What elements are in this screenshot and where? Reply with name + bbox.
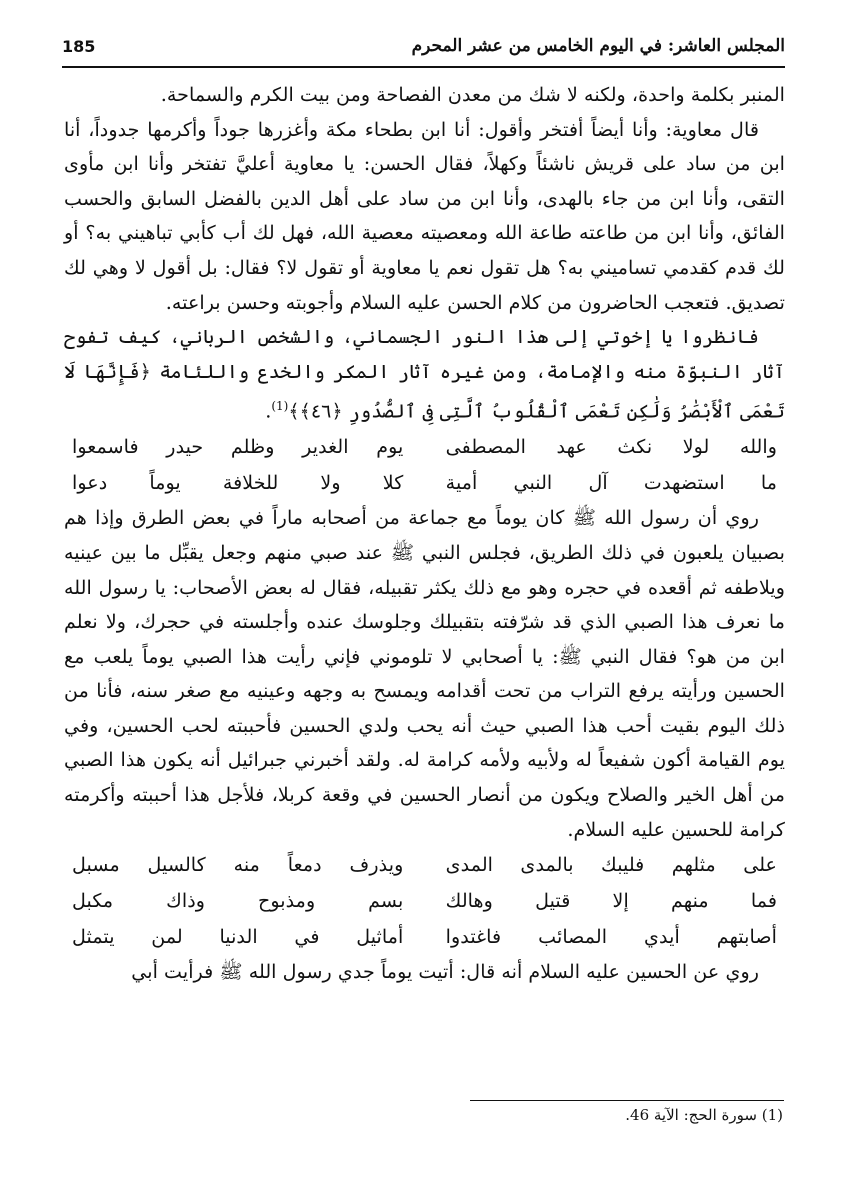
verse-line: [72, 465, 777, 501]
footnote-reference[interactable]: (1): [271, 399, 289, 414]
footnote-text: سورة الحج: الآية 46.: [625, 1106, 757, 1124]
verse-line: [72, 429, 777, 465]
page-header: [62, 30, 785, 62]
hemistich-right: أصابتهم أيدي المصائب فاغتدوا: [445, 924, 777, 948]
header-rule: [62, 66, 785, 68]
hemistich-left: أماثيل في الدنيا لمن يتمثل: [72, 924, 404, 948]
hemistich-right: والله لولا نكث عهد المصطفى: [445, 435, 777, 459]
footnote: [625, 1106, 783, 1124]
hemistich-left: كلا ولا للخلافة يوماً دعوا: [72, 471, 404, 495]
paragraph-2: قال معاوية: وأنا أيضاً أفتخر وأقول: أنا ابن بطحاء مكة وأغزرها جوداً وأكرمها جدوداً، أنا ابن من ساد على قريش ناشئاً وكهلاً، فقال الحسن: يا معاوية أعليَّ تفتخر وأنا ابن مأوى التقى، وأنا ابن من جاء بالهدى، وأنا ابن من ساد على أهل الدين بالفضل السابق والحسب الفائق، وأنا ابن من طاعته طاعة الله ومعصيته معصية الله، فهل لك أب كأبي تباهيني به؟ أو لك قدم كقدمي تساميني به؟ هل تقول نعم يا معاوية أو تقول لا؟ فقال: بل أقول لا وهي لك تصديق. فتعجب الحاضرون من كلام الحسن عليه السلام وأجوبته وحسن براعته.: [64, 117, 785, 314]
footnote-rule: [470, 1100, 784, 1101]
page-number: 185: [62, 36, 96, 56]
poem-1: [72, 429, 777, 501]
footnote-number: (1): [761, 1106, 783, 1124]
paragraph-3-end: .: [265, 399, 272, 423]
hemistich-left: بسم ومذبوح وذاك مكبل: [72, 888, 404, 912]
hemistich-right: ما استضهدت آل النبي أمية: [445, 471, 777, 495]
running-title: المجلس العاشر: في اليوم الخامس من عشر المحرم: [411, 36, 785, 56]
verse-line: [72, 883, 777, 919]
paragraph-5: روي عن الحسين عليه السلام أنه قال: أتيت يوماً جدي رسول الله ﷺ فرأيت أبي: [131, 960, 759, 984]
hemistich-left: ويذرف دمعاً منه كالسيل مسبل: [72, 852, 404, 876]
hemistich-right: على مثلهم فليبك بالمدى المدى: [445, 852, 777, 876]
hemistich-left: يوم الغدير وظلم حيدر فاسمعوا: [72, 435, 404, 459]
paragraph-4: روي أن رسول الله ﷺ كان يوماً مع جماعة من أصحابه ماراً في بعض الطرق وإذا هم بصبيان يلعبون في ذلك الطريق، فجلس النبي ﷺ عند صبي منهم وجعل يقبِّل ما بين عينيه ويلاطفه ثم أقعده في حجره وهو مع ذلك يكثر تقبيله، فقال له بعض الأصحاب: يا رسول الله ما نعرف هذا الصبي الذي قد شرّفته بتقبيلك وجلوسك عنده وأجلسته في حجرك، ولا نعلم ابن من هو؟ فقال النبي ﷺ: يا أصحابي لا تلوموني فإني رأيت هذا الصبي يوماً يلعب مع الحسين ورأيته يرفع التراب من تحت أقدامه ويمسح به وجهه وعينيه مع صغر سنه، فأنا من ذلك اليوم بقيت أحب هذا الصبي حيث أنه يحب ولدي الحسين فأحببته لحب الحسين، وفي يوم القيامة أكون شفيعاً له ولأبيه ولأمه كرامة له. ولقد أخبرني جبرائيل أنه يكون هذا الصبي من أهل الخير والصلاح ويكون من أنصار الحسين في وقعة كربلا، فلأجل هذا أحببته وأكرمته كرامة للحسين عليه السلام.: [64, 506, 785, 841]
poem-2: [72, 847, 777, 955]
paragraph-3-text: فانظروا يا إخوتي إلى هذا النور الجسماني، والشخص الرباني، كيف تفوح آثار النبوّة منه والإمامة، ومن غيره آثار المكر والخدع واللئامة ﴿فَإِنَّهَا لَا تَعْمَى ٱلْأَبْصَٰرُ وَلَٰكِن تَعْمَى ٱلْقُلُوبُ ٱلَّتِى فِى ٱلصُّدُورِ ﴿٤٦﴾﴾: [64, 325, 785, 423]
paragraph-3: [64, 320, 785, 429]
verse-line: [72, 847, 777, 883]
paragraph-1: المنبر بكلمة واحدة، ولكنه لا شك من معدن الفصاحة ومن بيت الكرم والسماحة.: [160, 83, 785, 106]
hemistich-right: فما منهم إلا قتيل وهالك: [445, 888, 777, 912]
verse-line: [72, 919, 777, 955]
page-body: [64, 78, 785, 990]
